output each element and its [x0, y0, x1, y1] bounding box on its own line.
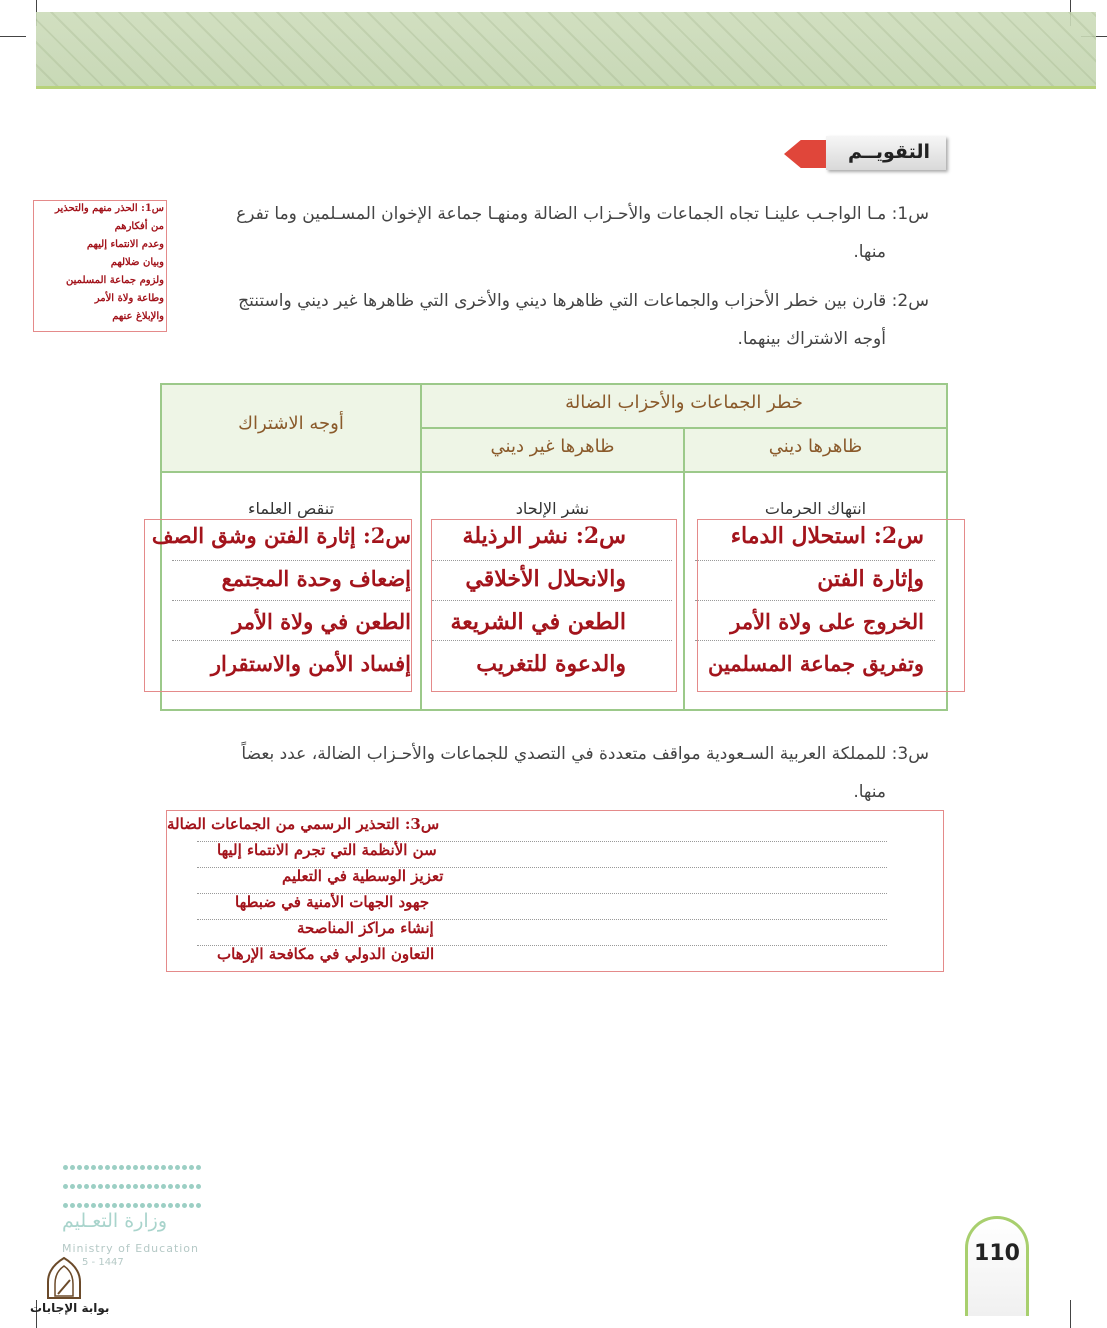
site-logo-icon — [44, 1256, 84, 1300]
answer-line: س2: نشر الرذيلة — [462, 523, 626, 549]
site-name: بوابة الإجابات — [30, 1301, 110, 1315]
answer-line: س2: إثارة الفتن وشق الصف — [151, 523, 411, 548]
header-pattern-band — [36, 12, 1096, 86]
crop-mark — [1070, 1300, 1071, 1328]
answer-line: إفساد الأمن والاستقرار — [210, 651, 411, 676]
religious-example: انتهاك الحرمات — [764, 499, 867, 518]
table-rule — [420, 385, 422, 709]
table-header-nonreligious: ظاهرها غير ديني — [490, 436, 615, 457]
section-title: التقويــم — [847, 141, 930, 163]
table-header-religious: ظاهرها ديني — [768, 436, 863, 457]
q3-answer-line: التعاون الدولي في مكافحة الإرهاب — [217, 945, 435, 963]
answer-box-common — [144, 519, 412, 692]
q2-line2: أوجه الاشتراك بينهما. — [737, 329, 886, 349]
q1-line2: منها. — [853, 242, 886, 262]
q1-answer-line: س1: الحذر منهم والتحذير — [55, 203, 164, 214]
nonreligious-example: نشر الإلحاد — [515, 499, 590, 518]
ministry-name-ar: وزارة التعـليم — [62, 1210, 168, 1232]
table-rule — [683, 427, 685, 709]
answer-line: والدعوة للتغريب — [476, 651, 626, 677]
page-number: 110 — [974, 1241, 1020, 1266]
q1-answer-line: ولزوم جماعة المسلمين — [66, 275, 164, 286]
table-header-common: أوجه الاشتراك — [238, 413, 344, 434]
ministry-year: 5 - 1447 — [82, 1257, 124, 1268]
answer-line: إضعاف وحدة المجتمع — [221, 566, 411, 591]
ministry-logo-icon — [62, 1156, 202, 1213]
q1-answer-line: وبيان ضلالهم — [110, 257, 164, 268]
q3-answer-line: جهود الجهات الأمنية في ضبطها — [235, 893, 430, 911]
answer-line: وإثارة الفتن — [817, 566, 924, 592]
table-rule — [162, 471, 946, 473]
crop-mark — [0, 36, 26, 37]
common-example: تنقص العلماء — [247, 499, 335, 518]
q1-line1: س1: مـا الواجـب علينـا تجاه الجماعات والأحـزاب الضالة ومنهـا جماعة الإخوان المسـلمين وما تفرع — [236, 204, 929, 224]
answer-line: س2: استحلال الدماء — [730, 523, 924, 549]
q1-answer-line: وعدم الانتماء إليهم — [86, 239, 164, 250]
answer-line: الخروج على ولاة الأمر — [730, 609, 924, 634]
answer-line: وتفريق جماعة المسلمين — [707, 651, 924, 676]
answer-line: والانحلال الأخلاقي — [465, 566, 626, 592]
q3-line2: منها. — [853, 782, 886, 802]
q1-answer-line: من أفكارهم — [114, 221, 164, 232]
header-divider — [36, 86, 1096, 89]
page-number-badge — [965, 1216, 1029, 1316]
table-header-danger: خطر الجماعات والأحزاب الضالة — [565, 392, 803, 413]
q3-answer-line: تعزيز الوسطية في التعليم — [282, 867, 444, 885]
q1-answer-line: وطاعة ولاة الأمر — [94, 293, 164, 304]
answer-box-nonreligious — [431, 519, 677, 692]
q3-answer-line: سن الأنظمة التي تجرم الانتماء إليها — [217, 841, 437, 859]
q2-line1: س2: قارن بين خطر الأحزاب والجماعات التي ظاهرها ديني والأخرى التي ظاهرها غير ديني واستنتج — [238, 291, 929, 311]
answer-line: الطعن في الشريعة — [450, 609, 626, 635]
q3-answer-line: إنشاء مراكز المناصحة — [297, 919, 434, 937]
section-tab — [784, 136, 946, 172]
answer-box-religious — [697, 519, 965, 692]
q1-answer-line: والإبلاغ عنهم — [112, 311, 164, 322]
q3-line1: س3: للمملكة العربية السـعودية مواقف متعددة في التصدي للجماعات والأحـزاب الضالة، عدد بعضاً — [241, 744, 929, 764]
q3-answer-line: س3: التحذير الرسمي من الجماعات الضالة — [167, 815, 440, 833]
ministry-name-en: Ministry of Education — [62, 1242, 200, 1255]
answer-line: الطعن في ولاة الأمر — [232, 609, 411, 634]
q3-answer-box — [166, 810, 944, 972]
q1-answer-box — [33, 200, 167, 332]
